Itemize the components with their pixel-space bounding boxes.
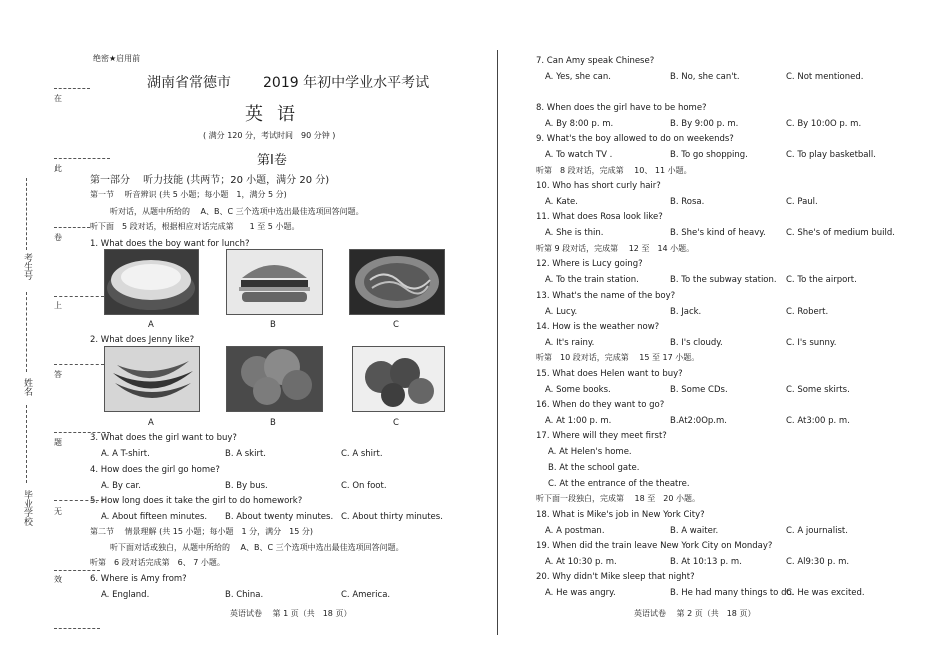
option-c: C. America. xyxy=(341,590,391,600)
option-b: B. By 9:00 p. m. xyxy=(670,119,739,129)
option-a: A. Yes, she can. xyxy=(545,72,611,82)
option-c: C. About thirty minutes. xyxy=(341,512,443,522)
option-label: B xyxy=(270,418,276,428)
margin-dash xyxy=(54,570,100,571)
question-6: 6. Where is Amy from? xyxy=(90,574,187,584)
margin-dash xyxy=(54,158,110,159)
option-b: B.At2:0Op.m. xyxy=(670,416,727,426)
option-a: A. To watch TV . xyxy=(545,150,613,160)
option-b: B. He had many things to do. xyxy=(670,588,795,598)
fill-line xyxy=(26,178,27,250)
option-a: A. About fifteen minutes. xyxy=(101,512,208,522)
option-a: A. England. xyxy=(101,590,150,600)
option-b: B. She's kind of heavy. xyxy=(670,228,766,238)
question-20: 20. Why didn't Mike sleep that night? xyxy=(536,572,695,582)
margin-word: 在 xyxy=(54,94,62,103)
fill-line xyxy=(26,405,27,483)
option-c: C. A journalist. xyxy=(786,526,848,536)
question-10: 10. Who has short curly hair? xyxy=(536,181,661,191)
option-b: B. I's cloudy. xyxy=(670,338,723,348)
field-exam-number: 考生号 xyxy=(22,253,32,280)
broccoli-icon xyxy=(227,347,322,411)
margin-word: 答 xyxy=(54,370,62,379)
option-a: A. She is thin. xyxy=(545,228,604,238)
option-c: C. Robert. xyxy=(786,307,829,317)
option-a: A. It's rainy. xyxy=(545,338,595,348)
section-instruction: 听下面对话或独白，从题中所给的 A、B、C 三个选项中选出最佳选项回答问题。 xyxy=(110,543,404,552)
option-a: A. By 8:00 p. m. xyxy=(545,119,614,129)
margin-dash xyxy=(54,364,104,365)
question-7: 7. Can Amy speak Chinese? xyxy=(536,56,655,66)
oranges-image xyxy=(352,346,445,412)
volume-title: 第Ⅰ卷 xyxy=(257,153,287,168)
margin-dash xyxy=(54,227,90,228)
question-9: 9. What's the boy allowed to do on weekends? xyxy=(536,134,734,144)
exam-info: ( 满分 120 分，考试时间 90 分钟 ) xyxy=(203,131,336,140)
option-a: A. A postman. xyxy=(545,526,605,536)
option-c: C. Al9:30 p. m. xyxy=(786,557,850,567)
subject-title: 英语 xyxy=(245,104,309,125)
secret-label: 绝密★启用前 xyxy=(93,54,141,63)
option-a: A. At Helen's home. xyxy=(548,447,632,457)
question-15: 15. What does Helen want to buy? xyxy=(536,369,683,379)
option-b: B. About twenty minutes. xyxy=(225,512,334,522)
question-8: 8. When does the girl have to be home? xyxy=(536,103,707,113)
option-a: A. Some books. xyxy=(545,385,611,395)
option-c: C. At the entrance of the theatre. xyxy=(548,479,690,489)
option-b: B. No, she can't. xyxy=(670,72,740,82)
banana-icon xyxy=(105,347,199,411)
option-b: B. To the subway station. xyxy=(670,275,777,285)
noodles-icon xyxy=(350,250,444,314)
option-label: A xyxy=(148,320,154,330)
margin-dash xyxy=(54,88,90,89)
option-a: A. To the train station. xyxy=(545,275,639,285)
fill-line xyxy=(26,292,27,372)
question-5: 5. How long does it take the girl to do homework? xyxy=(90,496,303,506)
option-label: C xyxy=(393,320,399,330)
option-b: B. A skirt. xyxy=(225,449,266,459)
option-a: A. By car. xyxy=(101,481,141,491)
question-14: 14. How is the weather now? xyxy=(536,322,660,332)
hamburger-image xyxy=(226,249,323,315)
field-name: 姓名 xyxy=(22,378,32,396)
option-c: C. On foot. xyxy=(341,481,387,491)
option-c: C. Paul. xyxy=(786,197,818,207)
title-prefix: 湖南省常德市 xyxy=(147,75,231,91)
margin-word: 题 xyxy=(54,438,62,447)
listening-note: 听第 9 段对话，完成第 12 至 14 小题。 xyxy=(536,244,695,253)
noodles-image xyxy=(349,249,445,315)
question-4: 4. How does the girl go home? xyxy=(90,465,220,475)
option-c: C. To play basketball. xyxy=(786,150,876,160)
option-label: B xyxy=(270,320,276,330)
orange-icon xyxy=(353,347,444,411)
option-b: B. Some CDs. xyxy=(670,385,728,395)
option-b: B. At 10:13 p. m. xyxy=(670,557,742,567)
question-3: 3. What does the girl want to buy? xyxy=(90,433,237,443)
option-a: A. At 1:00 p. m. xyxy=(545,416,612,426)
option-b: B. Rosa. xyxy=(670,197,705,207)
option-a: A. At 10:30 p. m. xyxy=(545,557,617,567)
question-2: 2. What does Jenny like? xyxy=(90,335,195,345)
option-c: C. To the airport. xyxy=(786,275,857,285)
option-b: B. A waiter. xyxy=(670,526,719,536)
option-a: A. He was angry. xyxy=(545,588,616,598)
margin-word: 无 xyxy=(54,507,62,516)
margin-word: 效 xyxy=(54,575,62,584)
section-heading: 第二节 情景理解 (共 15 小题；每小题 1 分，满分 15 分) xyxy=(90,527,313,536)
listening-note: 听下面一段独白，完成第 18 至 20 小题。 xyxy=(536,494,700,503)
option-c: C. She's of medium build. xyxy=(786,228,895,238)
option-a: A. A T-shirt. xyxy=(101,449,150,459)
option-label: C xyxy=(393,418,399,428)
page-title: 2019 年初中学业水平考试 xyxy=(263,75,430,91)
hamburger-icon xyxy=(227,250,322,314)
margin-dash xyxy=(54,628,100,629)
part-heading: 第一部分 听力技能 (共两节；20 小题，满分 20 分) xyxy=(90,175,330,186)
option-b: B. Jack. xyxy=(670,307,702,317)
option-c: C. By 10:0O p. m. xyxy=(786,119,862,129)
listening-note: 听下面 5 段对话，根据相应对话完成第 1 至 5 小题。 xyxy=(90,222,300,231)
option-c: C. A shirt. xyxy=(341,449,383,459)
question-18: 18. What is Mike's job in New York City? xyxy=(536,510,705,520)
option-c: C. I's sunny. xyxy=(786,338,837,348)
option-c: C. At3:00 p. m. xyxy=(786,416,850,426)
margin-word: 此 xyxy=(54,164,62,173)
option-b: B. China. xyxy=(225,590,264,600)
margin-dash xyxy=(54,296,104,297)
margin-word: 卷 xyxy=(54,233,62,242)
option-label: A xyxy=(148,418,154,428)
bananas-image xyxy=(104,346,200,412)
field-school: 毕业学校 xyxy=(22,490,32,526)
question-19: 19. When did the train leave New York City on Monday? xyxy=(536,541,773,551)
broccoli-image xyxy=(226,346,323,412)
listening-note: 听第 10 段对话，完成第 15 至 17 小题。 xyxy=(536,353,700,362)
option-b: B. To go shopping. xyxy=(670,150,748,160)
listening-note: 听第 6 段对话完成第 6、 7 小题。 xyxy=(90,558,225,567)
option-c: C. Some skirts. xyxy=(786,385,850,395)
option-c: C. He was excited. xyxy=(786,588,865,598)
option-b: B. By bus. xyxy=(225,481,268,491)
question-11: 11. What does Rosa look like? xyxy=(536,212,663,222)
question-1: 1. What does the boy want for lunch? xyxy=(90,239,250,249)
page-footer: 英语试卷 第 1 页（共 18 页） xyxy=(230,609,352,618)
option-a: A. Lucy. xyxy=(545,307,578,317)
option-a: A. Kate. xyxy=(545,197,578,207)
page-divider xyxy=(497,50,498,635)
page-footer: 英语试卷 第 2 页（共 18 页） xyxy=(634,609,756,618)
question-13: 13. What's the name of the boy? xyxy=(536,291,676,301)
margin-word: 上 xyxy=(54,301,62,310)
section-heading: 第一节 听音辨识 (共 5 小题；每小题 1，满分 5 分) xyxy=(90,190,287,199)
question-16: 16. When do they want to go? xyxy=(536,400,665,410)
rice-image xyxy=(104,249,199,315)
question-17: 17. Where will they meet first? xyxy=(536,431,667,441)
rice-icon xyxy=(105,250,198,314)
option-c: C. Not mentioned. xyxy=(786,72,864,82)
section-instruction: 听对话，从题中所给的 A、B、C 三个选项中选出最佳选项回答问题。 xyxy=(110,207,364,216)
listening-note: 听第 8 段对话，完成第 10、 11 小题。 xyxy=(536,166,692,175)
question-12: 12. Where is Lucy going? xyxy=(536,259,643,269)
option-b: B. At the school gate. xyxy=(548,463,640,473)
